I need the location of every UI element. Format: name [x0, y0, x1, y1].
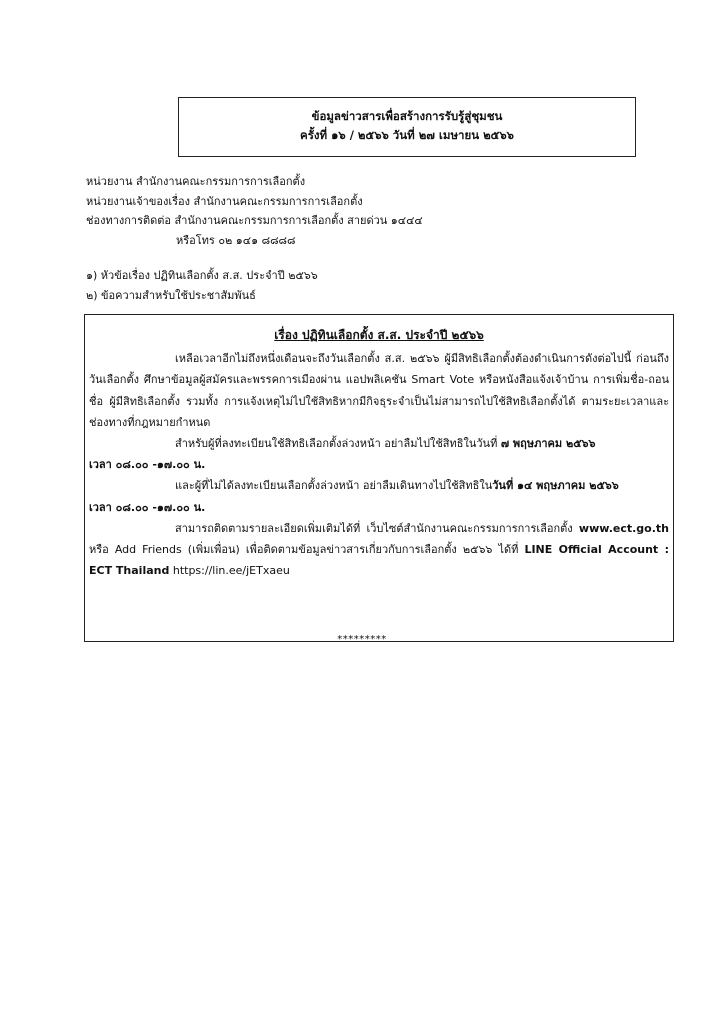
item-list: [86, 266, 318, 305]
more-info-text-2: หรือ Add Friends (เพิ่มเพื่อน) เพื่อติดตามข้อมูลข่าวสารเกี่ยวกับการเลือกตั้ง ๒๕๖๖ ได้ที่: [89, 543, 525, 557]
advance-vote-text: สำหรับผู้ที่ลงทะเบียนใช้สิทธิเลือกตั้งล่วงหน้า อย่าลืมไปใช้สิทธิในวันที่: [175, 437, 501, 451]
owner-line: หน่วยงานเจ้าของเรื่อง สำนักงานคณะกรรมการการเลือกตั้ง: [86, 194, 363, 208]
paragraph-intro: เหลือเวลาอีกไม่ถึงหนึ่งเดือนจะถึงวันเลือกตั้ง ส.ส. ๒๕๖๖ ผู้มีสิทธิเลือกตั้งต้องดำเนินการดังต่อไปนี้ ก่อนถึงวันเลือกตั้ง ศึกษาข้อมูลผู้สมัครและพรรคการเมืองผ่าน แอปพลิเคชัน Smart Vote หรือหนังสือแจ้งเจ้าบ้าน การเพิ่มชื่อ-ถอนชื่อ ผู้มีสิทธิเลือกตั้ง รวมทั้ง การแจ้งเหตุไม่ไปใช้สิทธิหากมีกิจธุระจำเป็นไม่สามารถไปใช้สิทธิเลือกตั้งได้ ตามระยะเวลาและช่องทางที่กฎหมายกำหนด: [89, 352, 669, 429]
election-day-text: และผู้ที่ไม่ได้ลงทะเบียนเลือกตั้งล่วงหน้า อย่าลืมเดินทางไปใช้สิทธิใน: [175, 479, 493, 493]
news-box: [84, 314, 674, 642]
paragraph-advance-vote: [89, 433, 669, 454]
advance-vote-time: เวลา ๐๘.๐๐ -๑๗.๐๐ น.: [89, 458, 206, 472]
contact-line: ช่องทางการติดต่อ สำนักงานคณะกรรมการการเลือกตั้ง สายด่วน ๑๔๔๔: [86, 214, 423, 227]
end-marker: *********: [337, 634, 387, 645]
header-title: ข้อมูลข่าวสารเพื่อสร้างการรับรู้สู่ชุมชน: [311, 109, 503, 123]
website-link[interactable]: www.ect.go.th: [578, 521, 669, 535]
more-info-text: สามารถติดตามรายละเอียดเพิ่มเติมได้ที่ เว็บไซต์สำนักงานคณะกรรมการการเลือกตั้ง: [175, 521, 579, 535]
advance-vote-date: ๗ พฤษภาคม ๒๕๖๖: [500, 437, 596, 451]
paragraph-election-day: [89, 475, 669, 496]
paragraph-more-info: [89, 518, 669, 582]
meta-section: [86, 172, 423, 250]
election-day-time: เวลา ๐๘.๐๐ -๑๗.๐๐ น.: [89, 500, 206, 514]
header-issue: ครั้งที่ ๑๖ / ๒๕๖๖ วันที่ ๒๗ เมษายน ๒๕๖๖: [300, 128, 514, 142]
line-account: LINE Official Account : ECT Thailand: [89, 543, 669, 578]
list-item: ๑) หัวข้อเรื่อง ปฏิทินเลือกตั้ง ส.ส. ประจำปี ๒๕๖๖: [86, 269, 318, 282]
line-url-link[interactable]: https://lin.ee/jETxaeu: [169, 564, 290, 578]
news-title: เรื่อง ปฏิทินเลือกตั้ง ส.ส. ประจำปี ๒๕๖๖: [274, 328, 484, 342]
agency-line: หน่วยงาน สำนักงานคณะกรรมการการเลือกตั้ง: [86, 175, 306, 188]
contact-alt-line: หรือโทร ๐๒ ๑๔๑ ๘๘๘๘: [176, 233, 296, 247]
election-day-date: วันที่ ๑๔ พฤษภาคม ๒๕๖๖: [492, 479, 619, 493]
list-item: ๒) ข้อความสำหรับใช้ประชาสัมพันธ์: [86, 288, 256, 302]
header-box: [178, 97, 636, 157]
